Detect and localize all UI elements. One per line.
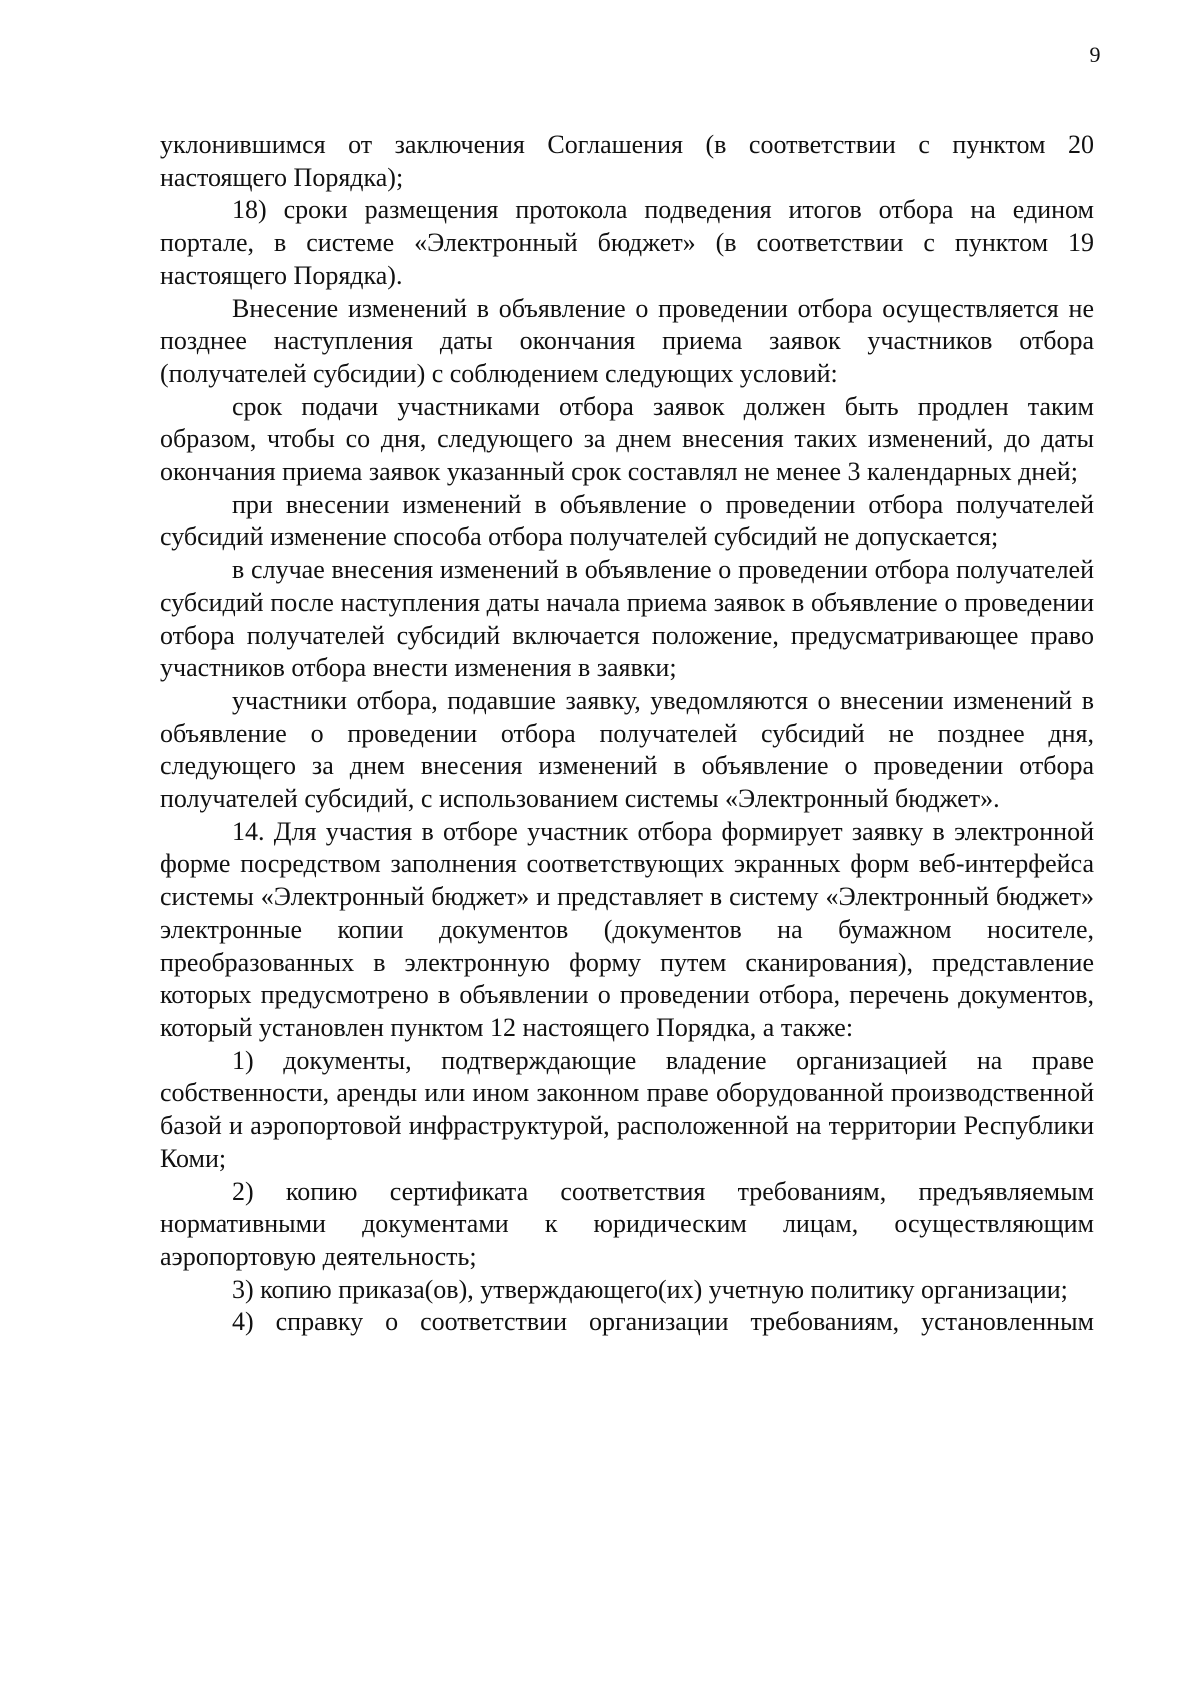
paragraph-item-4: 4) справку о соответствии организации требованиям, установленным (232, 1307, 1094, 1337)
paragraph-item-18: 18) сроки размещения протокола подведения итогов отбора на едином портале, в системе «Электронный бюджет» (в соответствии с пунктом 19 настоящего Порядка). (160, 195, 1094, 290)
paragraph-deadline-extension: срок подачи участниками отбора заявок должен быть продлен таким образом, чтобы со дня, следующего за днем внесения таких изменений, до даты окончания приема заявок указанный срок составлял не менее 3 календарных дней; (160, 391, 1094, 487)
paragraph-method-change: при внесении изменений в объявление о проведении отбора получателей субсидий изменение способа отбора получателей субсидий не допускается; (160, 489, 1094, 552)
paragraph-section-14: 14. Для участия в отборе участник отбора формирует заявку в электронной форме посредством заполнения соответствующих экранных форм веб-интерфейса системы «Электронный бюджет» и представляет в систему «Электронный бюджет» электронные копии документов (документов на бумажном носителе, преобразованных в электронную форму путем сканирования), представление которых предусмотрено в объявлении о проведении отбора, перечень документов, который установлен пунктом 12 настоящего Порядка, а также: (160, 816, 1094, 1042)
paragraph-notification: участники отбора, подавшие заявку, уведомляются о внесении изменений в объявление о проведении отбора получателей субсидий не позднее дня, следующего за днем внесения изменений в объявление о проведении отбора получателей субсидий, с использованием системы «Электронный бюджет». (160, 685, 1094, 814)
paragraph-item-2: 2) копию сертификата соответствия требованиям, предъявляемым нормативными документами к юридическим лицам, осуществляющим аэропортовую деятельность; (160, 1176, 1094, 1271)
page-number: 9 (1089, 42, 1101, 67)
paragraph-agreement-evasion: уклонившимся от заключения Соглашения (в соответствии с пунктом 20 настоящего Порядка); (160, 130, 1094, 192)
paragraph-item-3: 3) копию приказа(ов), утверждающего(их) учетную политику организации; (232, 1274, 1068, 1304)
paragraph-right-to-amend: в случае внесения изменений в объявление о проведении отбора получателей субсидий после наступления даты начала приема заявок в объявление о проведении отбора получателей субсидий включается положение, предусматривающее право участников отбора внести изменения в заявки; (160, 555, 1094, 683)
paragraph-item-1: 1) документы, подтверждающие владение организацией на праве собственности, аренды или ином законном праве оборудованной производственной базой и аэропортовой инфраструктурой, расположенной на территории Республики Коми; (160, 1045, 1094, 1173)
paragraph-amendments-intro: Внесение изменений в объявление о проведении отбора осуществляется не позднее наступления даты окончания приема заявок участников отбора (получателей субсидии) с соблюдением следующих условий: (160, 293, 1094, 388)
document-body (160, 129, 1094, 1339)
